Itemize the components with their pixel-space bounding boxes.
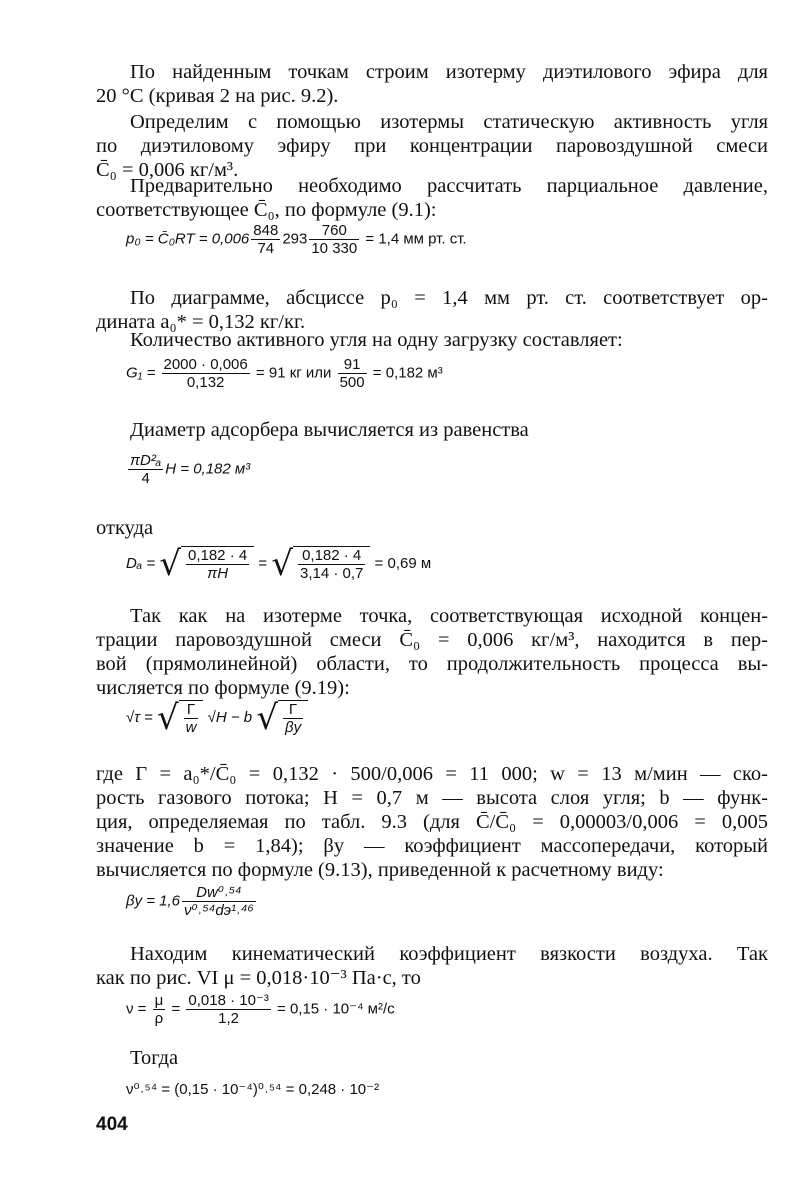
paragraph-carbon-amount: [96, 328, 768, 352]
fraction-numerator: 0,018 · 10⁻³: [188, 992, 269, 1009]
paragraph-then: [96, 1046, 768, 1070]
text-line: соответствующее C̄₀, по формуле (9.1):: [96, 199, 437, 221]
fraction: [298, 547, 365, 582]
text-line: C̄₀ = 0,006 кг/м³.: [96, 159, 239, 181]
fraction: [128, 452, 163, 487]
text-line: Предварительно необходимо рассчитать парциальное давление,: [130, 175, 768, 197]
formula-partial-pressure: [126, 222, 467, 257]
text-line: дината a₀* = 0,132 кг/кг.: [96, 311, 306, 333]
formula-term: = 91 кг или: [255, 364, 332, 382]
text-line: Определим с помощью изотермы статическую активность угля: [130, 111, 768, 133]
text-line: где Γ = a₀*/C̄₀ = 0,132 · 500/0,006 = 11 000; w = 13 м/мин — ско-: [96, 763, 768, 785]
paragraph-static-activity: [96, 110, 768, 182]
page-number: 404: [96, 1114, 128, 1135]
formula-kinematic-viscosity: [126, 992, 395, 1027]
fraction-denominator: 3,14 · 0,7: [299, 565, 364, 582]
fraction: [338, 356, 367, 391]
fraction-denominator: 4: [141, 470, 150, 487]
text-line: значение b = 1,84); βy — коэффициент массопередачи, который: [96, 835, 768, 857]
radical-sign: √: [256, 698, 278, 738]
fraction-denominator: 500: [339, 374, 365, 391]
text-line: Диаметр адсорбера вычисляется из равенства: [130, 419, 529, 441]
text-line: Так как на изотерме точка, соответствующая исходной концен-: [130, 605, 768, 627]
fraction: [182, 884, 256, 919]
text-line: по диэтиловому эфиру при концентрации паровоздушной смеси: [96, 135, 768, 157]
text-line: трации паровоздушной смеси C̄₀ = 0,006 кг/м³, находится в пер-: [96, 629, 768, 651]
fraction: [283, 701, 303, 736]
formula-lhs: G₁ =: [126, 364, 156, 382]
text-line: откуда: [96, 517, 154, 539]
radicand: [179, 700, 204, 736]
paragraph-diameter: [96, 418, 768, 442]
text-line: Тогда: [130, 1047, 179, 1069]
formula-area: [126, 452, 250, 487]
fraction-denominator: 1,2: [218, 1010, 240, 1027]
paragraph-isotherm: [96, 60, 768, 108]
fraction-numerator: πD²ₐ: [130, 452, 162, 469]
formula-duration: [126, 700, 308, 736]
text-line: Находим кинематический коэффициент вязкости воздуха. Так: [130, 943, 768, 965]
fraction: [184, 701, 199, 736]
fraction-denominator: w: [185, 719, 197, 736]
formula-term: √H − b: [207, 708, 253, 726]
formula-lhs: βy = 1,6: [126, 892, 181, 910]
fraction-numerator: 0,182 · 4: [187, 547, 248, 564]
fraction-denominator: ρ: [154, 1010, 164, 1027]
fraction-numerator: 0,182 · 4: [298, 547, 365, 565]
text-line: По диаграмме, абсциссе p₀ = 1,4 мм рт. ст. соответствует ор-: [130, 287, 768, 309]
fraction-numerator: 91: [338, 356, 367, 374]
paragraph-process-duration: [96, 604, 768, 700]
radical-sign: √: [156, 698, 179, 738]
fraction-numerator: μ: [154, 992, 164, 1009]
formula-lhs: Dₐ =: [126, 554, 156, 572]
paragraph-where-definitions: [96, 762, 768, 882]
fraction: [309, 222, 359, 257]
formula-rhs: = 0,15 · 10⁻⁴ м²/с: [277, 1000, 395, 1018]
fraction-numerator: Dw⁰˒⁵⁴: [182, 884, 256, 902]
formula-lhs: p₀ = C̄₀RT = 0,006: [126, 230, 250, 248]
fraction-denominator: 74: [257, 240, 275, 257]
fraction: [162, 356, 250, 391]
formula-lhs: √τ =: [126, 708, 153, 726]
fraction-denominator: 0,132: [186, 374, 225, 391]
formula-carbon-load: [126, 356, 443, 391]
text-line: ция, определяемая по табл. 9.3 (для C̄/C̄₀ = 0,00003/0,006 = 0,005: [96, 811, 768, 833]
fraction-denominator: πH: [207, 565, 229, 582]
fraction-denominator: ν⁰˒⁵⁴dэ¹˒⁴⁶: [184, 902, 254, 919]
fraction-numerator: 760: [309, 222, 359, 240]
text-line: Количество активного угля на одну загрузку составляет:: [130, 329, 623, 351]
formula-lhs: ν =: [126, 1000, 147, 1018]
formula-rhs: = 0,182 м³: [372, 364, 443, 382]
formula-rhs: = 1,4 мм рт. ст.: [365, 230, 467, 248]
formula-mass-transfer: [126, 884, 258, 919]
text-line: числяется по формуле (9.19):: [96, 677, 350, 699]
fraction-numerator: 2000 · 0,006: [163, 356, 248, 373]
radicand: [278, 700, 308, 736]
fraction: [186, 992, 270, 1027]
radical-sign: √: [159, 544, 181, 584]
formula-rhs: H = 0,182 м³: [165, 460, 251, 478]
text-line: По найденным точкам строим изотерму диэтилового эфира для: [130, 61, 768, 83]
fraction: [186, 547, 249, 582]
paragraph-whence: [96, 516, 768, 540]
fraction-numerator: 848: [253, 222, 279, 239]
fraction-denominator: 10 330: [311, 240, 358, 257]
formula-rhs: = 0,69 м: [374, 554, 432, 572]
fraction-denominator: βy: [285, 719, 302, 736]
radicand: [293, 546, 370, 582]
radical-sign: √: [271, 544, 293, 584]
formula-diameter: [126, 546, 431, 582]
text-line: рость газового потока; H = 0,7 м — высота слоя угля; b — функ-: [96, 787, 768, 809]
fraction-numerator: Γ: [184, 701, 199, 719]
radicand: [181, 546, 254, 582]
formula-term: 293: [282, 230, 308, 248]
formula-nu-power: ν⁰˒⁵⁴ = (0,15 · 10⁻⁴)⁰˒⁵⁴ = 0,248 · 10⁻²: [126, 1081, 380, 1098]
text-line: вой (прямолинейной) области, то продолжительность процесса вы-: [96, 653, 768, 675]
fraction-numerator: Γ: [283, 701, 303, 719]
formula-equals: =: [258, 554, 268, 572]
text-line: вычисляется по формуле (9.13), приведенной к расчетному виду:: [96, 859, 664, 881]
fraction: [153, 992, 166, 1027]
text-line: как по рис. VI μ = 0,018·10⁻³ Па·с, то: [96, 967, 421, 989]
text-line: 20 °С (кривая 2 на рис. 9.2).: [96, 85, 339, 107]
paragraph-diagram-reading: [96, 286, 768, 334]
fraction: [251, 222, 280, 257]
paragraph-viscosity: [96, 942, 768, 990]
formula-equals: =: [171, 1000, 181, 1018]
paragraph-partial-pressure: [96, 174, 768, 222]
